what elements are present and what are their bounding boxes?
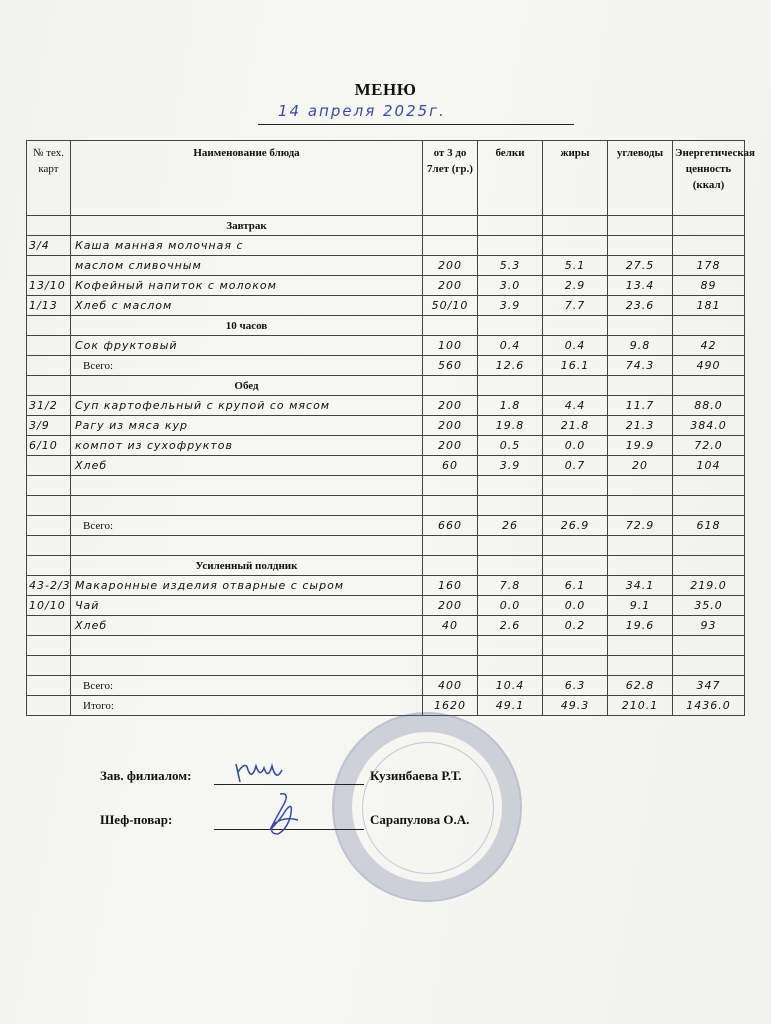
official-stamp <box>332 712 522 902</box>
weight-cell: 200 <box>423 596 478 616</box>
menu-table <box>26 140 755 716</box>
protein-cell: 1.8 <box>478 396 543 416</box>
tech-card-code: 13/10 <box>27 276 71 296</box>
carbs-cell: 19.6 <box>608 616 673 636</box>
section-lunch: Обед <box>71 376 423 396</box>
chef-signature <box>250 790 310 838</box>
manager-name: Кузинбаева Р.Т. <box>370 768 462 783</box>
header-protein: белки <box>478 141 543 216</box>
energy-cell: 384.0 <box>673 416 745 436</box>
protein-cell: 12.6 <box>478 356 543 376</box>
table-row <box>27 336 745 356</box>
header-code: № тех. карт <box>27 141 71 216</box>
dish-name: маслом сливочным <box>71 256 423 276</box>
section-row <box>27 556 745 576</box>
header-fat: жиры <box>543 141 608 216</box>
date-field <box>258 102 574 125</box>
chef-label: Шеф-повар: <box>100 812 173 827</box>
weight-cell: 660 <box>423 516 478 536</box>
dish-name: Хлеб <box>71 616 423 636</box>
empty-row <box>27 496 745 516</box>
weight-cell: 200 <box>423 436 478 456</box>
table-row <box>27 576 745 596</box>
total-label: Всего: <box>71 516 423 536</box>
weight-cell: 100 <box>423 336 478 356</box>
grand-total-label: Итого: <box>71 696 423 716</box>
protein-cell: 26 <box>478 516 543 536</box>
manager-signature <box>232 756 302 786</box>
weight-cell: 560 <box>423 356 478 376</box>
fat-cell: 16.1 <box>543 356 608 376</box>
energy-cell: 181 <box>673 296 745 316</box>
protein-cell: 5.3 <box>478 256 543 276</box>
section-snack: Усиленный полдник <box>71 556 423 576</box>
total-row <box>27 676 745 696</box>
empty-row <box>27 656 745 676</box>
weight-cell: 400 <box>423 676 478 696</box>
fat-cell: 7.7 <box>543 296 608 316</box>
carbs-cell: 13.4 <box>608 276 673 296</box>
section-row <box>27 376 745 396</box>
table-row <box>27 596 745 616</box>
protein-cell: 3.0 <box>478 276 543 296</box>
fat-cell: 0.2 <box>543 616 608 636</box>
energy-cell: 219.0 <box>673 576 745 596</box>
weight-cell: 160 <box>423 576 478 596</box>
fat-cell: 2.9 <box>543 276 608 296</box>
protein-cell: 49.1 <box>478 696 543 716</box>
energy-cell: 490 <box>673 356 745 376</box>
fat-cell: 0.4 <box>543 336 608 356</box>
total-row <box>27 516 745 536</box>
weight-cell: 200 <box>423 276 478 296</box>
dish-name: Макаронные изделия отварные с сыром <box>71 576 423 596</box>
section-breakfast: Завтрак <box>71 216 423 236</box>
table-row <box>27 616 745 636</box>
tech-card-code: 31/2 <box>27 396 71 416</box>
dish-name: Суп картофельный с крупой со мясом <box>71 396 423 416</box>
chef-name: Сарапулова О.А. <box>370 812 470 827</box>
dish-name: компот из сухофруктов <box>71 436 423 456</box>
table-row <box>27 256 745 276</box>
weight-cell: 50/10 <box>423 296 478 316</box>
energy-cell: 347 <box>673 676 745 696</box>
grand-total-row <box>27 696 745 716</box>
carbs-cell: 9.1 <box>608 596 673 616</box>
energy-cell: 104 <box>673 456 745 476</box>
weight-cell: 1620 <box>423 696 478 716</box>
carbs-cell: 9.8 <box>608 336 673 356</box>
weight-cell: 40 <box>423 616 478 636</box>
dish-name: Хлеб с маслом <box>71 296 423 316</box>
section-ten: 10 часов <box>71 316 423 336</box>
table-row <box>27 236 745 256</box>
weight-cell: 60 <box>423 456 478 476</box>
protein-cell: 0.5 <box>478 436 543 456</box>
fat-cell: 4.4 <box>543 396 608 416</box>
document-title: МЕНЮ <box>354 80 417 99</box>
fat-cell: 0.0 <box>543 436 608 456</box>
fat-cell: 0.7 <box>543 456 608 476</box>
header-weight: от 3 до 7лет (гр.) <box>423 141 478 216</box>
empty-row <box>27 536 745 556</box>
fat-cell: 5.1 <box>543 256 608 276</box>
energy-cell: 89 <box>673 276 745 296</box>
tech-card-code: 6/10 <box>27 436 71 456</box>
weight-cell: 200 <box>423 416 478 436</box>
dish-name: Каша манная молочная с <box>71 236 423 256</box>
energy-cell: 178 <box>673 256 745 276</box>
fat-cell: 26.9 <box>543 516 608 536</box>
energy-cell: 88.0 <box>673 396 745 416</box>
fat-cell: 6.1 <box>543 576 608 596</box>
protein-cell: 2.6 <box>478 616 543 636</box>
protein-cell: 7.8 <box>478 576 543 596</box>
energy-cell: 42 <box>673 336 745 356</box>
empty-row <box>27 636 745 656</box>
dish-name: Хлеб <box>71 456 423 476</box>
energy-cell: 72.0 <box>673 436 745 456</box>
carbs-cell: 62.8 <box>608 676 673 696</box>
section-row <box>27 216 745 236</box>
tech-card-code: 1/13 <box>27 296 71 316</box>
carbs-cell: 74.3 <box>608 356 673 376</box>
carbs-cell: 19.9 <box>608 436 673 456</box>
weight-cell: 200 <box>423 256 478 276</box>
total-label: Всего: <box>71 676 423 696</box>
fat-cell: 6.3 <box>543 676 608 696</box>
carbs-cell: 20 <box>608 456 673 476</box>
carbs-cell: 27.5 <box>608 256 673 276</box>
carbs-cell: 72.9 <box>608 516 673 536</box>
table-row <box>27 296 745 316</box>
weight-cell: 200 <box>423 396 478 416</box>
header-dish: Наименование блюда <box>71 141 423 216</box>
fat-cell: 21.8 <box>543 416 608 436</box>
protein-cell: 10.4 <box>478 676 543 696</box>
tech-card-code: 10/10 <box>27 596 71 616</box>
table-row <box>27 276 745 296</box>
dish-name: Рагу из мяса кур <box>71 416 423 436</box>
section-row <box>27 316 745 336</box>
header-energy: Энергетическая ценность (ккал) <box>673 141 745 216</box>
energy-cell: 1436.0 <box>673 696 745 716</box>
dish-name: Сок фруктовый <box>71 336 423 356</box>
table-row <box>27 436 745 456</box>
header-carbs: углеводы <box>608 141 673 216</box>
fat-cell: 49.3 <box>543 696 608 716</box>
stamp-inner-ring <box>362 742 494 874</box>
tech-card-code: 43-2/3 <box>27 576 71 596</box>
protein-cell: 0.0 <box>478 596 543 616</box>
tech-card-code: 3/9 <box>27 416 71 436</box>
carbs-cell: 34.1 <box>608 576 673 596</box>
dish-name: Чай <box>71 596 423 616</box>
carbs-cell: 11.7 <box>608 396 673 416</box>
total-row <box>27 356 745 376</box>
table-row <box>27 416 745 436</box>
carbs-cell: 210.1 <box>608 696 673 716</box>
carbs-cell: 21.3 <box>608 416 673 436</box>
tech-card-code: 3/4 <box>27 236 71 256</box>
protein-cell: 3.9 <box>478 296 543 316</box>
manager-label: Зав. филиалом: <box>100 768 192 783</box>
energy-cell: 618 <box>673 516 745 536</box>
empty-row <box>27 476 745 496</box>
energy-cell: 35.0 <box>673 596 745 616</box>
date-handwritten: 14 апреля 2025г. <box>278 102 446 120</box>
protein-cell: 19.8 <box>478 416 543 436</box>
carbs-cell: 23.6 <box>608 296 673 316</box>
table-row <box>27 456 745 476</box>
total-label: Всего: <box>71 356 423 376</box>
fat-cell: 0.0 <box>543 596 608 616</box>
header-row <box>27 141 745 216</box>
dish-name: Кофейный напиток с молоком <box>71 276 423 296</box>
protein-cell: 0.4 <box>478 336 543 356</box>
protein-cell: 3.9 <box>478 456 543 476</box>
table-row <box>27 396 745 416</box>
energy-cell: 93 <box>673 616 745 636</box>
